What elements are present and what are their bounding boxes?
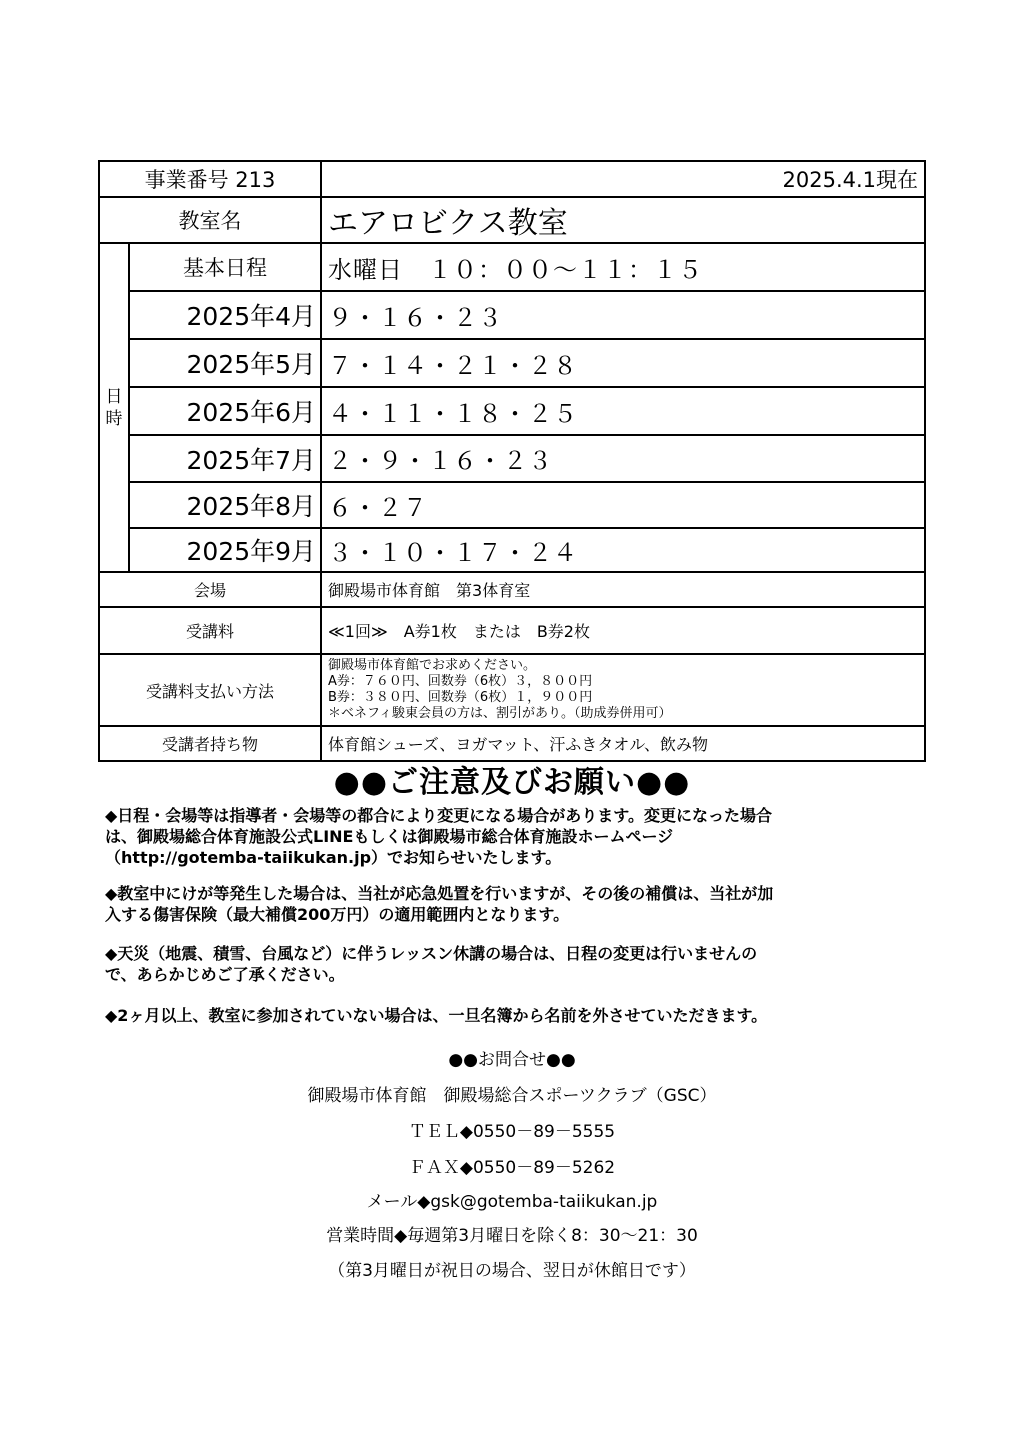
contact-email[interactable]: メール◆gsk@gotemba-taiikukan.jp: [366, 1192, 658, 1212]
payment-label: 受講料支払い方法: [99, 654, 321, 726]
belongings-value: 体育館シューズ、ヨガマット、汗ふきタオル、飲み物: [321, 726, 925, 761]
venue-value: 御殿場市体育館 第3体育室: [321, 572, 925, 607]
header-row: [99, 161, 925, 197]
venue-label: 会場: [99, 572, 321, 607]
fee-value: ≪1回≫ A券1枚 または B券2枚: [321, 607, 925, 654]
side-label-day: 日: [105, 386, 123, 407]
month-dates: ３・１０・１７・２４: [321, 528, 925, 572]
belongings-label: 受講者持ち物: [99, 726, 321, 761]
month-label: 2025年4月: [129, 291, 321, 339]
fee-row: [99, 607, 925, 654]
side-label-time: 時: [105, 408, 123, 429]
month-label: 2025年7月: [129, 435, 321, 482]
fee-label: 受講料: [99, 607, 321, 654]
classroom-name: エアロビクス教室: [321, 197, 925, 243]
classroom-row: [99, 197, 925, 243]
payment-line: ＊ベネフィ駿東会員の方は、割引があり。（助成券併用可）: [328, 706, 672, 721]
contact-tel: ＴＥＬ◆0550－89－5555: [408, 1122, 616, 1142]
payment-details: [321, 654, 925, 726]
notice-line: ◆日程・会場等は指導者・会場等の都合により変更になる場合があります。変更になった場合: [105, 806, 773, 825]
as-of-date: 2025.4.1現在: [321, 161, 925, 197]
contact-title: ●●お問合せ●●: [448, 1050, 576, 1070]
basic-schedule-value: 水曜日 １０：００～１１：１５: [321, 243, 925, 291]
classroom-label: 教室名: [99, 197, 321, 243]
notice-line: （http://gotemba-taiikukan.jp）でお知らせいたします。: [105, 848, 562, 867]
notice-paragraph: [105, 883, 935, 925]
basic-schedule-label: 基本日程: [129, 243, 321, 291]
month-dates: ４・１１・１８・２５: [321, 387, 925, 435]
month-label: 2025年9月: [129, 528, 321, 572]
month-dates: ９・１６・２３: [321, 291, 925, 339]
contact-hours: 営業時間◆毎週第3月曜日を除く8：30～21：30: [326, 1226, 698, 1246]
month-row: [99, 387, 925, 435]
notice-line: 入する傷害保険（最大補償200万円）の適用範囲内となります。: [105, 905, 570, 924]
month-label: 2025年5月: [129, 339, 321, 387]
venue-row: [99, 572, 925, 607]
month-row: [99, 528, 925, 572]
notice-paragraph: [105, 943, 935, 985]
payment-line: B券：３８０円、回数券（6枚）１，９００円: [328, 690, 593, 705]
payment-line: 御殿場市体育館でお求めください。: [328, 658, 537, 673]
month-dates: ６・２７: [321, 482, 925, 528]
month-dates: ２・９・１６・２３: [321, 435, 925, 482]
notice-paragraph: [105, 805, 935, 868]
contact-fax: ＦＡＸ◆0550－89－5262: [408, 1158, 616, 1178]
payment-line: A券：７６０円、回数券（6枚）３，８００円: [328, 674, 593, 689]
class-info-table: [98, 160, 926, 762]
basic-schedule-row: [99, 243, 925, 291]
notice-title: ●●ご注意及びお願い●●: [333, 765, 691, 800]
notice-line: は、御殿場総合体育施設公式LINEもしくは御殿場市総合体育施設ホームページ: [105, 827, 674, 846]
month-row: [99, 291, 925, 339]
month-row: [99, 339, 925, 387]
notice-line: ◆教室中にけが等発生した場合は、当社が応急処置を行いますが、その後の補償は、当社が加: [105, 884, 774, 903]
business-number: 事業番号 213: [99, 161, 321, 197]
month-label: 2025年8月: [129, 482, 321, 528]
month-row: [99, 435, 925, 482]
notice-line: ◆天災（地震、積雪、台風など）に伴うレッスン休講の場合は、日程の変更は行いませんの: [105, 944, 758, 963]
notice-line: ◆2ヶ月以上、教室に参加されていない場合は、一旦名簿から名前を外させていただきます。: [105, 1006, 768, 1025]
contact-organization: 御殿場市体育館 御殿場総合スポーツクラブ（GSC）: [307, 1086, 717, 1106]
month-label: 2025年6月: [129, 387, 321, 435]
notice-paragraph: [105, 1005, 935, 1026]
schedule-side-label: [99, 243, 129, 572]
payment-row: [99, 654, 925, 726]
month-dates: ７・１４・２１・２８: [321, 339, 925, 387]
notice-line: で、あらかじめご了承ください。: [105, 965, 345, 984]
month-row: [99, 482, 925, 528]
belongings-row: [99, 726, 925, 761]
contact-hours-note: （第3月曜日が祝日の場合、翌日が休館日です）: [328, 1261, 696, 1281]
